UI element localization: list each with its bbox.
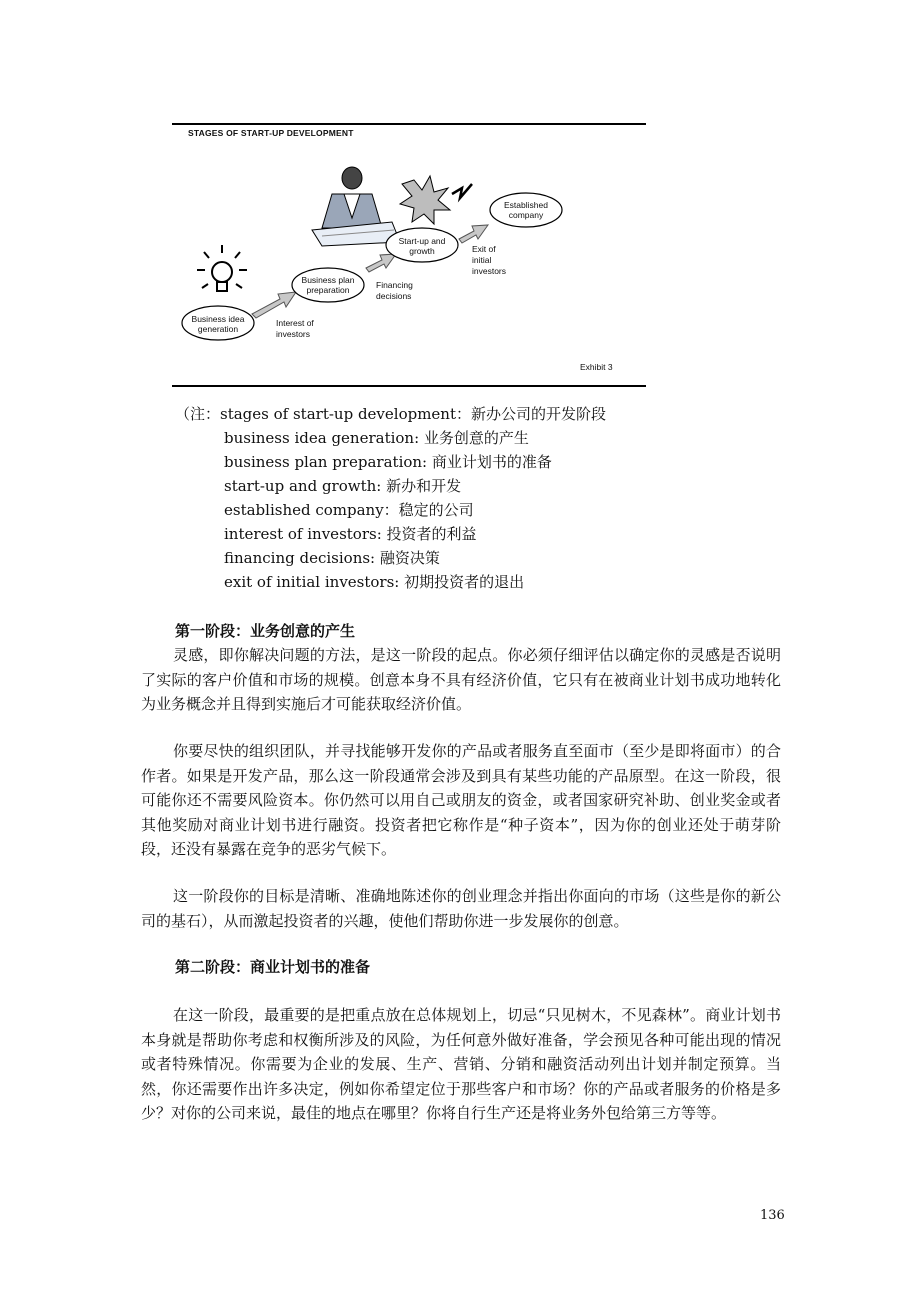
note-line: business idea generation: 业务创意的产生 [224, 429, 529, 447]
paragraph: 你要尽快的组织团队，并寻找能够开发你的产品或者服务直至面市（至少是即将面市）的合作者。如果是开发产品，那么这一阶段通常会涉及到具有某些功能的产品原型。在这一阶段，很可能你还不需要风险资本。你仍然可以用自己或朋友的资金，或者国家研究补助、创业奖金或者其他奖励对商业计划书进行融资。投资者把它称作是“种子资本”，因为你的创业还处于萌芽阶段，还没有暴露在竞争的恶劣气候下。 [141, 742, 781, 858]
paragraph: 在这一阶段，最重要的是把重点放在总体规划上，切忌“只见树木，不见森林”。商业计划书本身就是帮助你考虑和权衡所涉及的风险，为任何意外做好准备，学会预见各种可能出现的情况或者特殊情况。你需要为企业的发展、生产、营销、分销和融资活动列出计划并制定预算。当然，你还需要作出许多决定，例如你希望定位于那些客户和市场？你的产品或者服务的价格是多少？对你的公司来说，最佳的地点在哪里？你将自行生产还是将业务外包给第三方等等。 [141, 1006, 781, 1122]
lightbulb-icon [197, 245, 247, 291]
note-text: stages of start-up development：新办公司的开发阶段 [220, 405, 606, 423]
stage-label-1: Business idea generation [191, 314, 245, 334]
annotation-exit-of-initial-investors: Exit of initial investors [472, 244, 507, 276]
starburst-icon [400, 176, 472, 224]
exhibit-caption: Exhibit 3 [580, 362, 613, 372]
page-number: 136 [760, 1208, 785, 1223]
diagram-bottom-rule [172, 385, 646, 387]
stage-label-2: Business plan preparation [301, 275, 355, 295]
glossary-notes [175, 402, 606, 594]
businessman-figure [312, 167, 400, 246]
paragraph: 这一阶段你的目标是清晰、准确地陈述你的创业理念并指出你面向的市场（这些是你的新公司的基石），从而激起投资者的兴趣，使他们帮助你进一步发展你的创意。 [141, 887, 781, 930]
section-heading-stage-2: 第二阶段：商业计划书的准备 [175, 958, 371, 976]
stage-label-3: Start-up and growth [398, 236, 446, 256]
note-prefix: （注： [175, 405, 221, 423]
note-line: financing decisions: 融资决策 [224, 549, 440, 567]
note-line: start-up and growth: 新办和开发 [224, 477, 462, 495]
diagram-title: STAGES OF START-UP DEVELOPMENT [188, 128, 354, 138]
annotation-financing-decisions: Financing decisions [376, 280, 413, 301]
section-heading-stage-1: 第一阶段：业务创意的产生 [175, 622, 356, 640]
note-line: established company：稳定的公司 [224, 501, 474, 519]
paragraph: 灵感，即你解决问题的方法，是这一阶段的起点。你必须仔细评估以确定你的灵感是否说明了实际的客户价值和市场的规模。创意本身不具有经济价值，它只有在被商业计划书成功地转化为业务概念并且得到实施后才可能获取经济价值。 [141, 646, 781, 713]
note-line [175, 402, 606, 426]
note-line: exit of initial investors: 初期投资者的退出 [224, 573, 525, 591]
annotation-interest-of-investors: Interest of investors [276, 318, 314, 339]
note-line: interest of investors: 投资者的利益 [224, 525, 477, 543]
stages-diagram [172, 118, 646, 390]
note-line: business plan preparation: 商业计划书的准备 [224, 453, 552, 471]
stage-label-4: Established company [504, 200, 548, 220]
